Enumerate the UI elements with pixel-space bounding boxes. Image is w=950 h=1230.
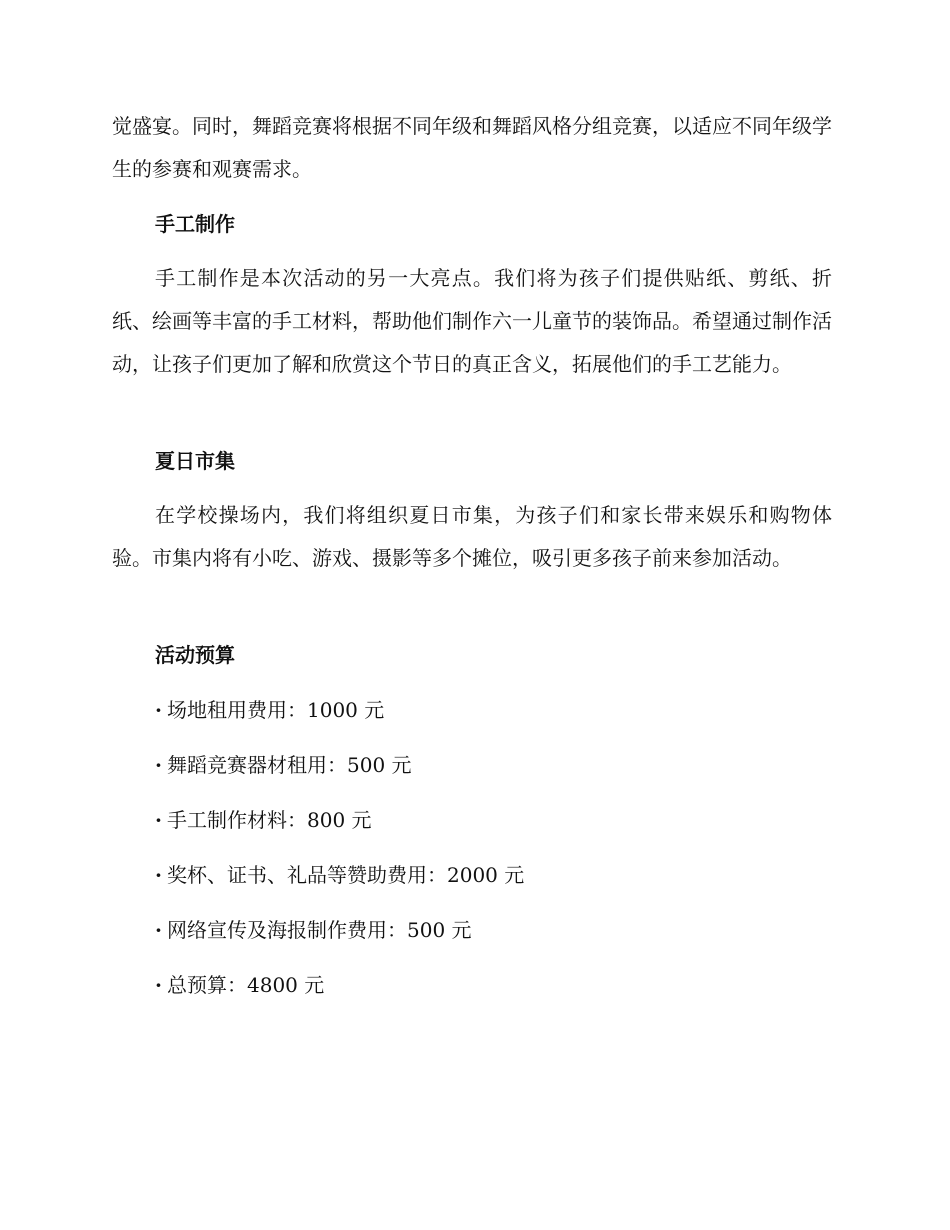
heading-market: 夏日市集: [155, 449, 235, 473]
heading-handcraft: 手工制作: [155, 212, 235, 236]
bullet-marker: ·: [155, 808, 162, 832]
budget-item-text: 奖杯、证书、礼品等赞助费用：2000 元: [167, 863, 525, 887]
budget-item-text: 网络宣传及海报制作费用：500 元: [167, 918, 472, 942]
bullet-marker: ·: [155, 698, 162, 722]
bullet-marker: ·: [155, 863, 162, 887]
budget-item: [155, 916, 472, 944]
bullet-marker: ·: [155, 973, 162, 997]
paragraph-market: 在学校操场内，我们将组织夏日市集，为孩子们和家长带来娱乐和购物体验。市集内将有小吃、游戏、摄影等多个摊位，吸引更多孩子前来参加活动。: [112, 503, 832, 570]
budget-item-text: 总预算：4800 元: [167, 973, 325, 997]
budget-item: [155, 861, 524, 889]
budget-item: [155, 751, 412, 779]
budget-item-text: 手工制作材料：800 元: [167, 808, 372, 832]
budget-item-total: [155, 971, 324, 999]
budget-item: [155, 806, 372, 834]
bullet-marker: ·: [155, 918, 162, 942]
intro-paragraph: 觉盛宴。同时，舞蹈竞赛将根据不同年级和舞蹈风格分组竞赛，以适应不同年级学生的参赛和观赛需求。: [112, 114, 832, 181]
budget-item-text: 场地租用费用：1000 元: [167, 698, 385, 722]
heading-budget: 活动预算: [155, 643, 235, 667]
budget-item-text: 舞蹈竞赛器材租用：500 元: [167, 753, 412, 777]
paragraph-handcraft: 手工制作是本次活动的另一大亮点。我们将为孩子们提供贴纸、剪纸、折纸、绘画等丰富的手工材料，帮助他们制作六一儿童节的装饰品。希望通过制作活动，让孩子们更加了解和欣赏这个节日的真正含义，拓展他们的手工艺能力。: [112, 266, 832, 376]
budget-item: [155, 696, 384, 724]
bullet-marker: ·: [155, 753, 162, 777]
